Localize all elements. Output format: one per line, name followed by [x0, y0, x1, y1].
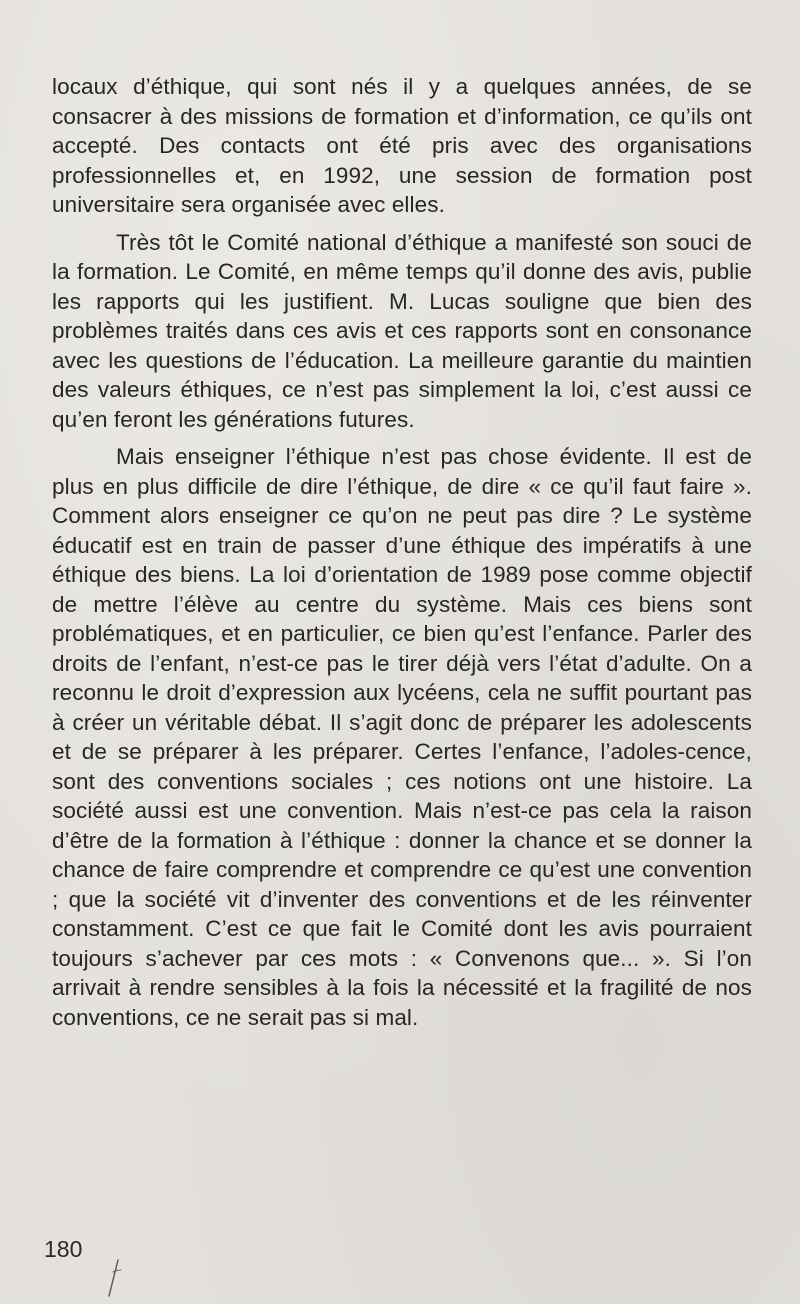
page-number: 180: [44, 1236, 83, 1262]
pencil-mark-icon: [104, 1258, 126, 1298]
paragraph-1: locaux d’éthique, qui sont nés il y a quelques années, de se consacrer à des missions de formation et d’information, ce qu’ils ont accepté. Des contacts ont été pris avec des organisations professionnelles et, en 1992, une session de formation post universitaire sera organisée avec elles.: [52, 74, 752, 217]
body-text: [52, 72, 752, 1040]
paragraph-3: Mais enseigner l’éthique n’est pas chose évidente. Il est de plus en plus difficile de dire l’éthique, de dire « ce qu’il faut faire ». Comment alors enseigner ce qu’on ne peut pas dire ? Le système éducatif est en train de passer d’une éthique des impératifs à une éthique des biens. La loi d’orientation de 1989 pose comme objectif de mettre l’élève au centre du système. Mais ces biens sont problématiques, et en particulier, ce bien qu’est l’enfance. Parler des droits de l’enfant, n’est-ce pas le tirer déjà vers l’état d’adulte. On a reconnu le droit d’expression aux lycéens, cela ne suffit pourtant pas à créer un véritable débat. Il s’agit donc de préparer les adolescents et de se préparer à les préparer. Certes l’enfance, l’adoles-cence, sont des conventions sociales ; ces notions ont une histoire. La société aussi est une convention. Mais n’est-ce pas cela la raison d’être de la formation à l’éthique : donner la chance et se donner la chance de faire comprendre et comprendre ce qu’est une convention ; que la société vit d’inventer des conventions et de les réinventer constamment. C’est ce que fait le Comité dont les avis pourraient toujours s’achever par ces mots : « Convenons que... ». Si l’on arrivait à rendre sensibles à la fois la nécessité et la fragilité de nos conventions, ce ne serait pas si mal.: [52, 444, 752, 1030]
paragraph-2: Très tôt le Comité national d’éthique a manifesté son souci de la formation. Le Comité, en même temps qu’il donne des avis, publie les rapports qui les justifient. M. Lucas souligne que bien des problèmes traités dans ces avis et ces rapports sont en consonance avec les questions de l’éducation. La meilleure garantie du maintien des valeurs éthiques, ce n’est pas simplement la loi, c’est aussi ce qu’en feront les générations futures.: [52, 229, 752, 432]
